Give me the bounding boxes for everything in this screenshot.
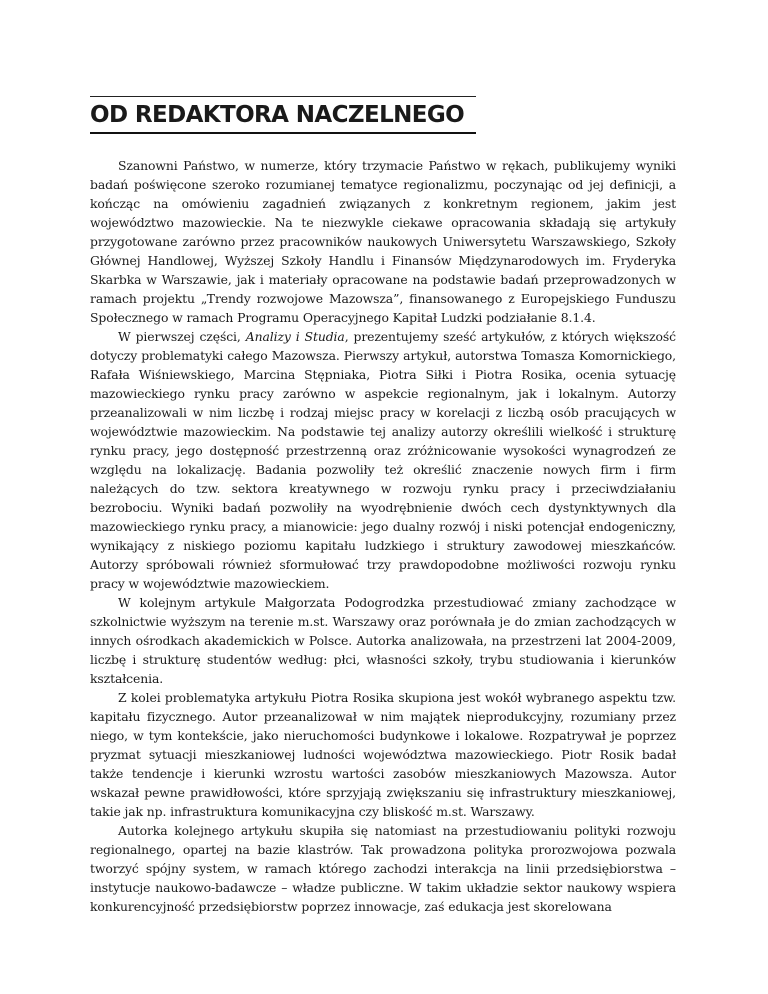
page-title: OD REDAKTORA NACZELNEGO <box>90 101 476 134</box>
text-run: Z kolei problematyka artykułu Piotra Rosika skupiona jest wokół wybranego aspektu tzw. kapitału fizycznego. Autor przeanalizował w nim majątek nieprodukcyjny, rozumiany przez niego, w tym kontekście, jako nieruchomości budynkowe i lokalowe. Rozpatrywał je poprzez pryzmat sytuacji mieszkaniowej ludności województwa mazowieckiego. Piotr Rosik badał także tendencje i kierunki wzrostu wartości zasobów mieszkaniowych Mazowsza. Autor wskazał pewne prawidłowości, które sprzyjają zwiększaniu się infrastruktury mieszkaniowej, takie jak np. infrastruktura komunikacyjna czy bliskość m.st. Warszawy. <box>90 690 676 819</box>
paragraph <box>90 593 676 688</box>
paragraph <box>90 821 676 916</box>
text-run: Autorka kolejnego artykułu skupiła się natomiast na przestudiowaniu polityki rozwoju regionalnego, opartej na bazie klastrów. Tak prowadzona polityka prorozwojowa pozwala tworzyć spójny system, w ramach którego zachodzi interakcja na linii przedsiębiorstwa – instytucje naukowo-badawcze – władze publiczne. W takim układzie sektor naukowy wspiera konkurencyjność przedsiębiorstw poprzez innowacje, zaś edukacja jest skorelowana <box>90 823 676 914</box>
top-rule <box>90 96 476 97</box>
article-body <box>90 156 676 916</box>
text-run: W pierwszej części, <box>118 329 246 344</box>
page <box>90 96 676 916</box>
text-run: , prezentujemy sześć artykułów, z których większość dotyczy problematyki całego Mazowsza. Pierwszy artykuł, autorstwa Tomasza Komornickiego, Rafała Wiśniewskiego, Marcina Stępniaka, Piotra Siłki i Piotra Rosika, ocenia sytuację mazowieckiego rynku pracy zarówno w aspekcie regionalnym, jak i lokalnym. Autorzy przeanalizowali w nim liczbę i rodzaj miejsc pracy w korelacji z liczbą osób pracujących w województwie mazowieckim. Na podstawie tej analizy autorzy określili wielkość i strukturę rynku pracy, jego dostępność przestrzenną oraz zróżnicowanie wysokości wynagrodzeń ze względu na lokalizację. Badania pozwoliły też określić znaczenie nowych firm i firm należących do tzw. sektora kreatywnego w rozwoju rynku pracy i przeciwdziałaniu bezrobociu. Wyniki badań pozwoliły na wyodrębnienie dwóch cech dystynktywnych dla mazowieckiego rynku pracy, a mianowicie: jego dualny rozwój i niski potencjał endogeniczny, wynikający z niskiego poziomu kapitału ludzkiego i struktury zawodowej mieszkańców. Autorzy spróbowali również sformułować trzy prawdopodobne możliwości rozwoju rynku pracy w województwie mazowieckiem. <box>90 329 676 591</box>
paragraph <box>90 327 676 593</box>
text-run: W kolejnym artykule Małgorzata Podogrodzka przestudiować zmiany zachodzące w szkolnictwie wyższym na terenie m.st. Warszawy oraz porównała je do zmian zachodzących w innych ośrodkach akademickich w Polsce. Autorka analizowała, na przestrzeni lat 2004-2009, liczbę i strukturę studentów według: płci, własności szkoły, trybu studiowania i kierunków kształcenia. <box>90 595 676 686</box>
italic-text: Analizy i Studia <box>245 329 345 344</box>
text-run: Szanowni Państwo, w numerze, który trzymacie Państwo w rękach, publikujemy wyniki badań poświęcone szeroko rozumianej tematyce regionalizmu, poczynając od jej definicji, a kończąc na omówieniu zagadnień związanych z konkretnym regionem, jakim jest województwo mazowieckie. Na te niezwykle ciekawe opracowania składają się artykuły przygotowane zarówno przez pracowników naukowych Uniwersytetu Warszawskiego, Szkoły Głównej Handlowej, Wyższej Szkoły Handlu i Finansów Międzynarodowych im. Fryderyka Skarbka w Warszawie, jak i materiały opracowane na podstawie badań przeprowadzonych w ramach projektu „Trendy rozwojowe Mazowsza”, finansowanego z Europejskiego Funduszu Społecznego w ramach Programu Operacyjnego Kapitał Ludzki podziałanie 8.1.4. <box>90 158 676 325</box>
paragraph <box>90 156 676 327</box>
paragraph <box>90 688 676 821</box>
